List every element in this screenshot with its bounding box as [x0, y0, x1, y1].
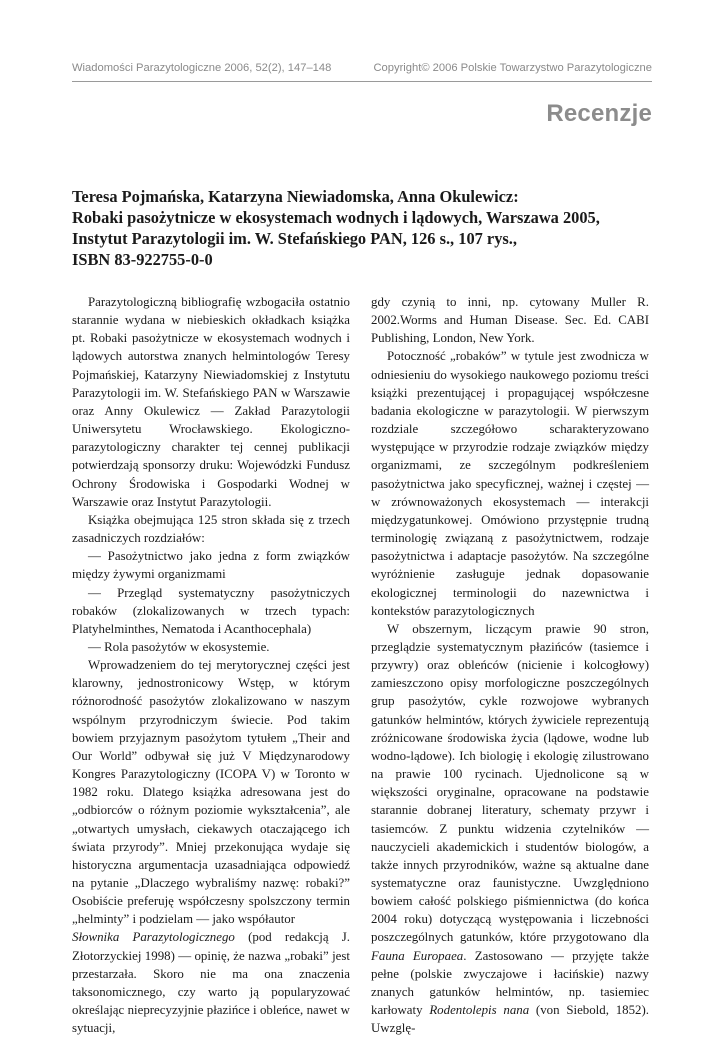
paragraph-text: (pod redakcją J. Złotorzyckiej 1998) — opinię, że nazwa „robaki” jest przestarzała. Skoro nie ma ona znaczenia taksonomicznego, czy warto ją popularyzować określając nieprecyzyjnie płazińce i obleńce, nawet w sytuacji, [72, 930, 351, 1036]
list-item: — Pasożytnictwo jako jedna z form związków między żywymi organizmami [72, 549, 350, 582]
paragraph: Książka obejmująca 125 stron składa się z trzech zasadniczych rozdziałów: [72, 512, 350, 546]
right-column [371, 293, 649, 1037]
section-label: Recenzje [546, 100, 652, 127]
title-line: Teresa Pojmańska, Katarzyna Niewiadomska, Anna Okulewicz: [72, 187, 519, 206]
list-item: — Rola pasożytów w ekosystemie. [88, 639, 270, 654]
copyright-notice: Copyright© 2006 Polskie Towarzystwo Parazytologiczne [373, 62, 652, 74]
italic-title: Słownika Parazytologicznego [72, 930, 235, 945]
title-line: Robaki pasożytnicze w ekosystemach wodnych i lądowych, Warszawa 2005, [72, 208, 600, 227]
title-line: ISBN 83-922755-0-0 [72, 250, 213, 269]
list-item: — Przegląd systematyczny pasożytniczych robaków (zlokalizowanych w trzech typach: Platyhelminthes, Nematoda i Acanthocephala) [72, 585, 350, 636]
header-rule [72, 81, 652, 82]
paragraph [72, 928, 350, 1037]
paragraph-text: . Zastosowano — przyjęte także pełne (polskie zwyczajowe i łacińskie) nazwy znanych gatunków helmintów, np. tasiemiec karłowaty [371, 948, 649, 1018]
paragraph-text: W obszernym, liczącym prawie 90 stron, przeglądzie systematycznym płazińców (tasiemce i przywry) oraz obleńców (nicienie i kolcogłowy) zamieszczono opisy morfologiczne poszczególnych grup pasożytów, cykle rozwojowe wybranych gatunków helmintów, których żywiciele reprezentują zróżnicowane środowiska życia (lądowe, wodne lub wodno-lądowe). Ich biologię i ekologię zilustrowano na prawie 100 rycinach. Ujednolicone są w większości oryginalne, opracowane na podstawie starannie dobranej literatury, schematy przywr i tasiemców. Z punktu widzenia czytelników — nauczycieli akademickich i studentów biologów, a także innych przyrodników, ważne są aktualne dane systematyczne oraz faunistyczne. Uwzględniono bowiem całość polskiego piśmiennictwa (do końca 2004 roku) dotyczącą występowania i liczebności poszczególnych gatunków, które przygotowano dla [371, 621, 649, 945]
italic-term: Rodentolepis nana [429, 1003, 530, 1018]
paragraph-text: (von Siebold, 1852). Uwzglę- [371, 1003, 649, 1036]
review-title [72, 186, 657, 270]
paragraph [371, 620, 649, 1037]
paragraph: Parazytologiczną bibliografię wzbogaciła ostatnio starannie wydana w niebieskich okładkach książka pt. Robaki pasożytnicze w ekosystemach wodnych i lądowych autorstwa znanych helmintologów Teresy Pojmańskiej, Katarzyny Niewiadomskiej z Instytutu Parazytologii im. W. Stefańskiego PAN w Warszawie oraz Anny Okulewicz — Zakład Parazytologii Uniwersytetu Wrocławskiego. Ekologiczno-parazytologiczny charakter tej cennej publikacji potwierdzają sponsorzy druku: Wojewódzki Fundusz Ochrony Środowiska i Gospodarki Wodnej w Warszawie oraz Instytut Parazytologii. [72, 295, 350, 509]
left-column [72, 293, 350, 1037]
running-head [72, 62, 652, 80]
paragraph: Potoczność „robaków” w tytule jest zwodnicza w odniesieniu do wysokiego naukowego poziomu treści książki prezentującej i propagującej współczesne badania ekologiczne w parazytologii. W pierwszym rozdziale szczegółowo scharakteryzowano występujące w przyrodzie rodzaje związków między organizmami, ze szczególnym podkreśleniem pasożytnictwa jako specyficznej, ważnej i częstej — w zrównoważonych ekosystemach — interakcji międzygatunkowej. Omówiono przystępnie trudną terminologię związaną z pasożytnictwem, rodzaje pasożytnictwa i adaptacje pasożytów. Na szczególne wyróżnienie zasługuje jednak dopasowanie ekologicznej terminologii do nazewnictwa i kontekstów parazytologicznych [371, 349, 649, 618]
journal-citation: Wiadomości Parazytologiczne 2006, 52(2), 147–148 [72, 62, 332, 74]
paragraph: gdy czynią to inni, np. cytowany Muller R. 2002.Worms and Human Disease. Sec. Ed. CABI Publishing, London, New York. [371, 295, 649, 346]
paragraph: Wprowadzeniem do tej merytorycznej części jest klarowny, jednostronicowy Wstęp, w którym różnorodność pasożytów zlokalizowano w naszym wspólnym przyrodniczym świecie. Pod takim bowiem przyjaznym pasożytom tytułem „Their and Our World” odbywał się już V Międzynarodowy Kongres Parazytologiczny (ICOPA V) w Toronto w 1982 roku. Dlatego książka adresowana jest do „odbiorców o różnym poziomie wykształcenia”, ale „otwartych umysłach, ciekawych otaczającego ich świata przyrody”. Mniej przekonująca wydaje się historyczna argumentacja uzasadniająca odpowiedź na pytanie „Dlaczego wybraliśmy nazwę: robaki?” Osobiście preferuję współczesny spolszczony termin „helminty” i podzielam — jako współautor [72, 658, 350, 927]
italic-term: Fauna Europaea [371, 948, 464, 963]
title-line: Instytut Parazytologii im. W. Stefańskiego PAN, 126 s., 107 rys., [72, 229, 517, 248]
